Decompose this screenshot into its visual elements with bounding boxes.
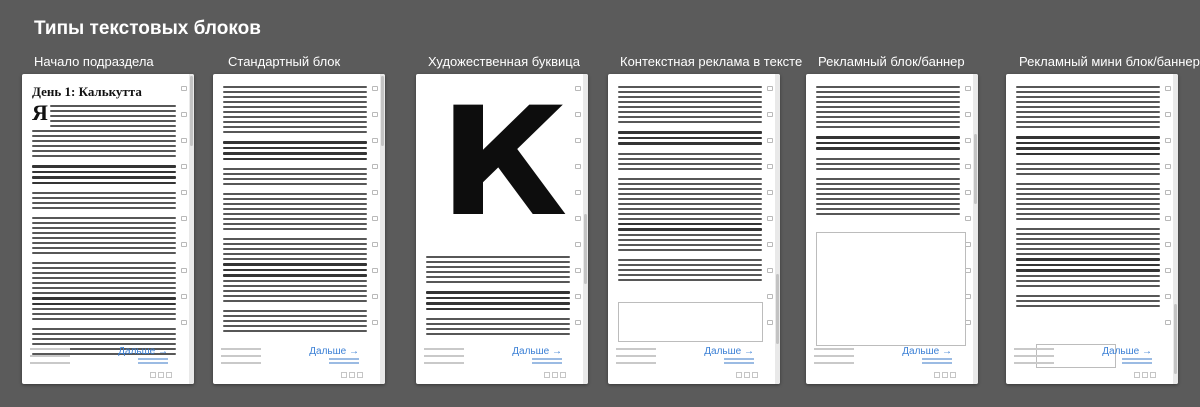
- card-footer: [221, 348, 375, 378]
- column-label-standard-block: Стандартный блок: [228, 54, 341, 69]
- card-footer: [424, 348, 578, 378]
- column-label-ad-banner: Рекламный блок/баннер: [818, 54, 965, 69]
- column-label-section-start: Начало подраздела: [34, 54, 154, 69]
- side-icons: [372, 86, 378, 325]
- side-icons: [575, 86, 581, 325]
- card-footer: [30, 348, 184, 378]
- column-label-dropcap: Художественная буквица: [428, 54, 580, 69]
- nav-buttons[interactable]: [341, 372, 363, 378]
- card-section-start[interactable]: [22, 74, 194, 384]
- text-lines: [32, 130, 176, 358]
- side-icons: [1165, 86, 1171, 325]
- text-lines: [618, 86, 762, 284]
- text-lines: [50, 105, 176, 130]
- dropcap-letter: Я: [32, 100, 48, 125]
- next-link[interactable]: Дальше →: [309, 346, 359, 357]
- text-lines: [816, 86, 960, 218]
- card-footer: [616, 348, 770, 378]
- scrollbar[interactable]: [583, 74, 588, 384]
- card-context-ad[interactable]: [608, 74, 780, 384]
- card-footer: [1014, 348, 1168, 378]
- side-icons: [181, 86, 187, 325]
- card-footer: [814, 348, 968, 378]
- text-lines: [1016, 86, 1160, 310]
- nav-buttons[interactable]: [544, 372, 566, 378]
- text-lines: [426, 256, 570, 338]
- scrollbar[interactable]: [1173, 74, 1178, 384]
- art-dropcap-letter: К: [438, 76, 568, 250]
- card-mini-banner[interactable]: [1006, 74, 1178, 384]
- column-label-context-ad: Контекстная реклама в тексте: [620, 54, 803, 69]
- next-link[interactable]: Дальше →: [1102, 346, 1152, 357]
- nav-buttons[interactable]: [1134, 372, 1156, 378]
- next-link[interactable]: Дальше →: [512, 346, 562, 357]
- scrollbar[interactable]: [380, 74, 385, 384]
- nav-buttons[interactable]: [934, 372, 956, 378]
- scrollbar[interactable]: [775, 74, 780, 384]
- scrollbar[interactable]: [973, 74, 978, 384]
- nav-buttons[interactable]: [150, 372, 172, 378]
- ad-banner-slot[interactable]: [816, 232, 966, 346]
- text-lines: [223, 86, 367, 335]
- context-ad-slot[interactable]: [618, 302, 763, 342]
- column-label-mini-banner: Рекламный мини блок/баннер: [1019, 54, 1200, 69]
- next-link[interactable]: Дальше →: [118, 346, 168, 357]
- scrollbar[interactable]: [189, 74, 194, 384]
- side-icons: [767, 86, 773, 325]
- next-link[interactable]: Дальше →: [902, 346, 952, 357]
- next-link[interactable]: Дальше →: [704, 346, 754, 357]
- nav-buttons[interactable]: [736, 372, 758, 378]
- card-art-dropcap[interactable]: [416, 74, 588, 384]
- card-standard-block[interactable]: [213, 74, 385, 384]
- card-ad-banner[interactable]: [806, 74, 978, 384]
- page-title: Типы текстовых блоков: [34, 18, 261, 39]
- card-heading: День 1: Калькутта: [32, 84, 142, 99]
